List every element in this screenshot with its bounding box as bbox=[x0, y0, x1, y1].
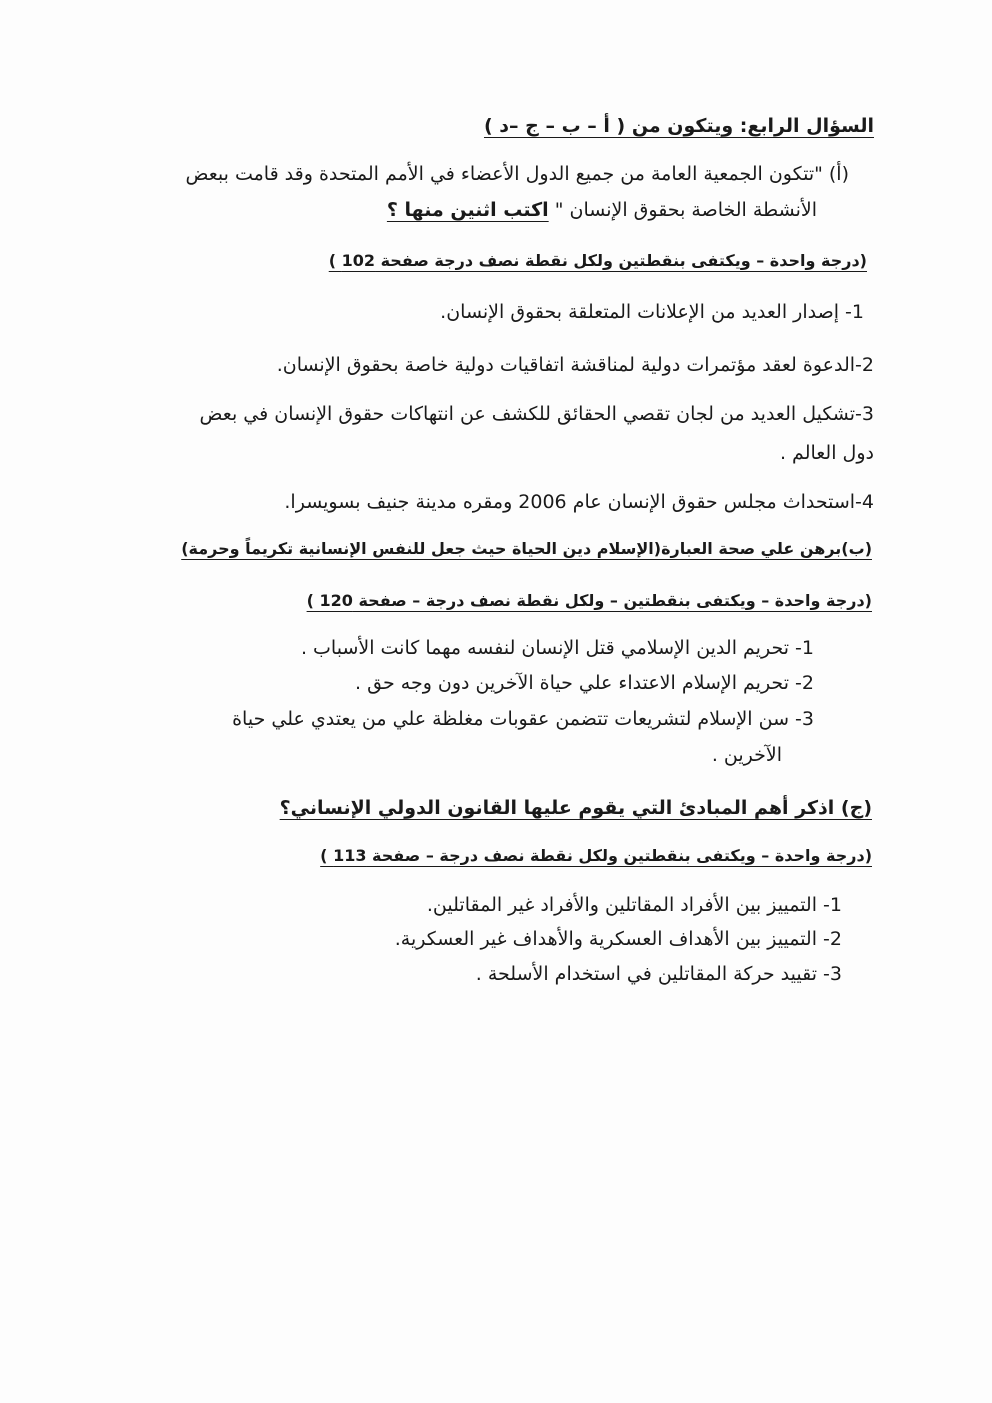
part-a-answer-2: 2-الدعوة لعقد مؤتمرات دولية لمناقشة اتفاقيات دولية خاصة بحقوق الإنسان. bbox=[276, 354, 874, 376]
part-b-grading: (درجة واحدة – ويكتفى بنقطتين – ولكل نقطة نصف درجة – صفحة 120 ) bbox=[306, 591, 872, 610]
part-b-question: (ب)برهن علي صحة العبارة(الإسلام دين الحياة حيث جعل للنفس الإنسانية تكريماً وحرمة) bbox=[181, 539, 872, 558]
part-c-answer-3: 3- تقييد حركة المقاتلين في استخدام الأسلحة . bbox=[475, 963, 842, 985]
question-4-title: السؤال الرابع: ويتكون من ( أ – ب – ج –د ) bbox=[483, 115, 874, 137]
part-a-task: اكتب اثنين منها ؟ bbox=[386, 199, 549, 221]
part-a-question-text: الأنشطة الخاصة بحقوق الإنسان " bbox=[554, 199, 817, 221]
part-a-question-line-2 bbox=[387, 197, 817, 223]
part-c-grading: (درجة واحدة – ويكتفى بنقطتين ولكل نقطة نصف درجة – صفحة 113 ) bbox=[320, 846, 872, 865]
part-b-answer-3-line-2: الآخرين . bbox=[711, 744, 782, 766]
part-c-question: (ج) اذكر أهم المبادئ التي يقوم عليها القانون الدولي الإنساني؟ bbox=[279, 797, 872, 819]
part-b-answer-1: 1- تحريم الدين الإسلامي قتل الإنسان لنفسه مهما كانت الأسباب . bbox=[300, 637, 814, 659]
part-a-question-line-1: (أ) "تتكون الجمعية العامة من جميع الدول الأعضاء في الأمم المتحدة وقد قامت ببعض bbox=[185, 163, 849, 185]
part-b-answer-2: 2- تحريم الإسلام الاعتداء علي حياة الآخرين دون وجه حق . bbox=[355, 672, 814, 694]
part-c-answer-2: 2- التمييز بين الأهداف العسكرية والأهداف غير العسكرية. bbox=[394, 928, 842, 950]
part-a-answer-4: 4-استحداث مجلس حقوق الإنسان عام 2006 ومقره مدينة جنيف بسويسرا. bbox=[284, 491, 874, 513]
part-b-answer-3-line-1: 3- سن الإسلام لتشريعات تتضمن عقوبات مغلظة علي من يعتدي علي حياة bbox=[232, 708, 814, 730]
part-a-answer-1: 1- إصدار العديد من الإعلانات المتعلقة بحقوق الإنسان. bbox=[440, 301, 864, 323]
part-a-answer-3-line-2: دول العالم . bbox=[779, 442, 874, 464]
part-a-answer-3-line-1: 3-تشكيل العديد من لجان تقصي الحقائق للكشف عن انتهاكات حقوق الإنسان في بعض bbox=[199, 403, 874, 425]
part-a-grading: (درجة واحدة – ويكتفى بنقطتين ولكل نقطة نصف درجة صفحة 102 ) bbox=[328, 251, 867, 270]
part-c-answer-1: 1- التمييز بين الأفراد المقاتلين والأفراد غير المقاتلين. bbox=[426, 894, 842, 916]
